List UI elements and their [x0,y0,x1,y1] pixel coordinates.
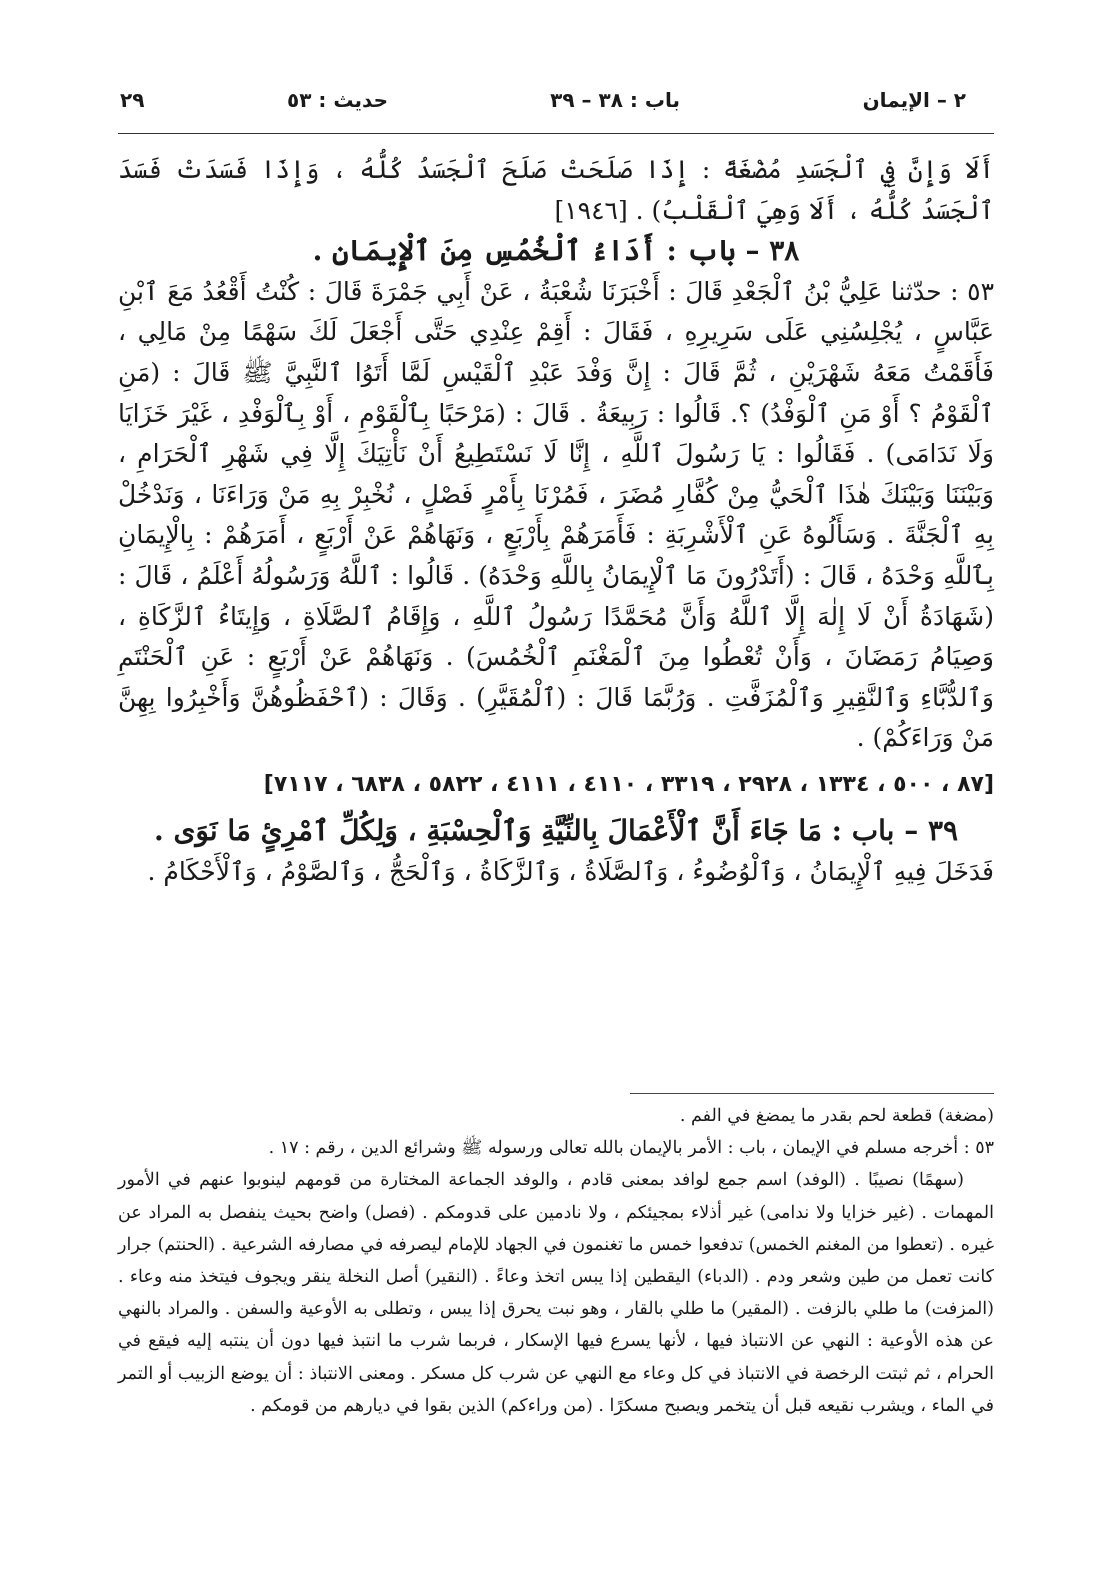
footnote-separator [630,1093,994,1094]
footnotes [118,1100,994,1422]
running-header [120,80,966,120]
header-book-title: ٢ – الإيمان [862,88,966,112]
chapter-39-subtitle: فَدَخَلَ فِيهِ ٱلْإِيمَانُ ، وَٱلْوُضُوءُ ، وَٱلصَّلَاةُ ، وَٱلزَّكَاةُ ، وَٱلْحَجُّ ، وَٱلصَّوْمُ ، وَٱلْأَحْكَامُ . [147,856,994,886]
main-text [118,150,994,892]
footnote-mudgha: (مضغة) قطعة لحم بقدر ما يمضغ في الفم . [679,1106,994,1126]
header-chapter-range: باب : ٣٨ – ٣٩ [550,88,680,112]
hadith-continuation: أَلَا وَإِنَّ فِي ٱلْجَسَدِ مُضْغَةً : إِذَا صَلَحَتْ صَلَحَ ٱلْجَسَدُ كُلُّهُ ، وَإِذَا فَسَدَتْ فَسَدَ ٱلْجَسَدُ كُلُّهُ ، أَلَا وَهِيَ ٱلْقَلْبُ) . [١٩٤٦] [118,155,994,225]
chapter-39-title: ٣٩ – باب : مَا جَاءَ أَنَّ ٱلْأَعْمَالَ بِالنِّيَّةِ وَٱلْحِسْبَةِ ، وَلِكُلِّ ٱمْرِئٍ مَا نَوَى . [153,813,959,847]
footnote-53-source: ٥٣ : أخرجه مسلم في الإيمان ، باب : الأمر بالإيمان بالله تعالى ورسوله ﷺ وشرائع الدين ، رقم : ١٧ . [268,1138,994,1159]
chapter-38-title: ٣٨ – باب : أَدَاءُ ٱلْخُمُسِ مِنَ ٱلْإِيمَانِ . [312,234,800,268]
page-number: ٢٩ [120,88,145,112]
hadith-53-text: ٥٣ : حدّثنا عَلِيُّ بْنُ ٱلْجَعْدِ قَالَ : أَخْبَرَنَا شُعْبَةُ ، عَنْ أَبِي جَمْرَةَ قَالَ : كُنْتُ أَقْعُدُ مَعَ ٱبْنِ عَبَّاسٍ ، يُجْلِسُنِي عَلَى سَرِيرِهِ ، فَقَالَ : أَقِمْ عِنْدِي حَتَّى أَجْعَلَ لَكَ سَهْمًا مِنْ مَالِي ، فَأَقَمْتُ مَعَهُ شَهْرَيْنِ ، ثُمَّ قَالَ : إِنَّ وَفْدَ عَبْدِ ٱلْقَيْسِ لَمَّا أَتَوُا ٱلنَّبِيَّ ﷺ قَالَ : (مَنِ ٱلْقَوْمُ ؟ أَوْ مَنِ ٱلْوَفْدُ) ؟. قَالُوا : رَبِيعَةُ . قَالَ : (مَرْحَبًا بِٱلْقَوْمِ ، أَوْ بِٱلْوَفْدِ ، غَيْرَ خَزَايَا وَلَا نَدَامَى) . فَقَالُوا : يَا رَسُولَ ٱللَّهِ ، إِنَّا لَا نَسْتَطِيعُ أَنْ نَأْتِيَكَ إِلَّا فِي شَهْرِ ٱلْحَرَامِ ، وَبَيْنَنَا وَبَيْنَكَ هٰذَا ٱلْحَيُّ مِنْ كُفَّارِ مُضَرَ ، فَمُرْنَا بِأَمْرٍ فَصْلٍ ، نُخْبِرْ بِهِ مَنْ وَرَاءَنَا ، وَنَدْخُلْ بِهِ ٱلْجَنَّةَ . وَسَأَلُوهُ عَنِ ٱلْأَشْرِبَةِ : فَأَمَرَهُمْ بِأَرْبَعٍ ، وَنَهَاهُمْ عَنْ أَرْبَعٍ ، أَمَرَهُمْ : بِالْإِيمَانِ بِٱللَّهِ وَحْدَهُ ، قَالَ : (أَتَدْرُونَ مَا ٱلْإِيمَانُ بِاللَّهِ وَحْدَهُ) . قَالُوا : ٱللَّهُ وَرَسُولُهُ أَعْلَمُ ، قَالَ : (شَهَادَةُ أَنْ لَا إِلٰهَ إِلَّا ٱللَّهُ وَأَنَّ مُحَمَّدًا رَسُولُ ٱللَّهِ ، وَإِقَامُ ٱلصَّلَاةِ ، وَإِيتَاءُ ٱلزَّكَاةِ ، وَصِيَامُ رَمَضَانَ ، وَأَنْ تُعْطُوا مِنَ ٱلْمَغْنَمِ ٱلْخُمُسَ) . وَنَهَاهُمْ عَنْ أَرْبَعٍ : عَنِ ٱلْحَنْتَمِ وَٱلدُّبَّاءِ وَٱلنَّقِيرِ وَٱلْمُزَفَّتِ . وَرُبَّمَا قَالَ : (ٱلْمُقَيَّرِ) . وَقَالَ : (ٱحْفَظُوهُنَّ وَأَخْبِرُوا بِهِنَّ مَنْ وَرَاءَكُمْ) . [118,276,994,753]
footnote-glossary: (سهمًا) نصيبًا . (الوفد) اسم جمع لوافد بمعنى قادم ، والوفد الجماعة المختارة من قومهم لينوبوا عنهم في الأمور المهمات . (غير خزايا ولا ندامى) غير أذلاء بمجيئكم ، ولا نادمين على قدومكم . (فصل) واضح بحيث ينفصل به المراد عن غيره . (تعطوا من المغنم الخمس) تدفعوا خمس ما تغنمون في الجهاد للإمام ليصرفه في مصارفه الشرعية . (الحنتم) جرار كانت تعمل من طين وشعر ودم . (الدباء) اليقطين إذا يبس اتخذ وعاءً . (النقير) أصل النخلة ينقر ويجوف فيتخذ منه وعاء . (المزفت) ما طلي بالزفت . (المقير) ما طلي بالقار ، وهو نبت يحرق إذا يبس ، وتطلى به الأوعية والسفن . والمراد بالنهي عن هذه الأوعية : النهي عن الانتباذ فيها ، لأنها يسرع فيها الإسكار ، فربما شرب ما انتبذ فيها دون أن ينتبه إليه فيقع في الحرام ، ثم ثبتت الرخصة في الانتباذ في كل وعاء مع النهي عن شرب كل مسكر . ومعنى الانتباذ : أن يوضع الزبيب أو التمر في الماء ، ويشرب نقيعه قبل أن يتخمر ويصبح مسكرًا . (من وراءكم) الذين بقوا في ديارهم من قومكم . [118,1170,994,1416]
header-rule [118,133,994,134]
hadith-cross-references: [٨٧ ، ٥٠٠ ، ١٣٣٤ ، ٢٩٢٨ ، ٣٣١٩ ، ٤١١٠ ، ٤١١١ ، ٥٨٢٢ ، ٦٨٣٨ ، ٧١١٧] [263,771,994,797]
header-hadith-number: حديث : ٥٣ [287,88,388,112]
